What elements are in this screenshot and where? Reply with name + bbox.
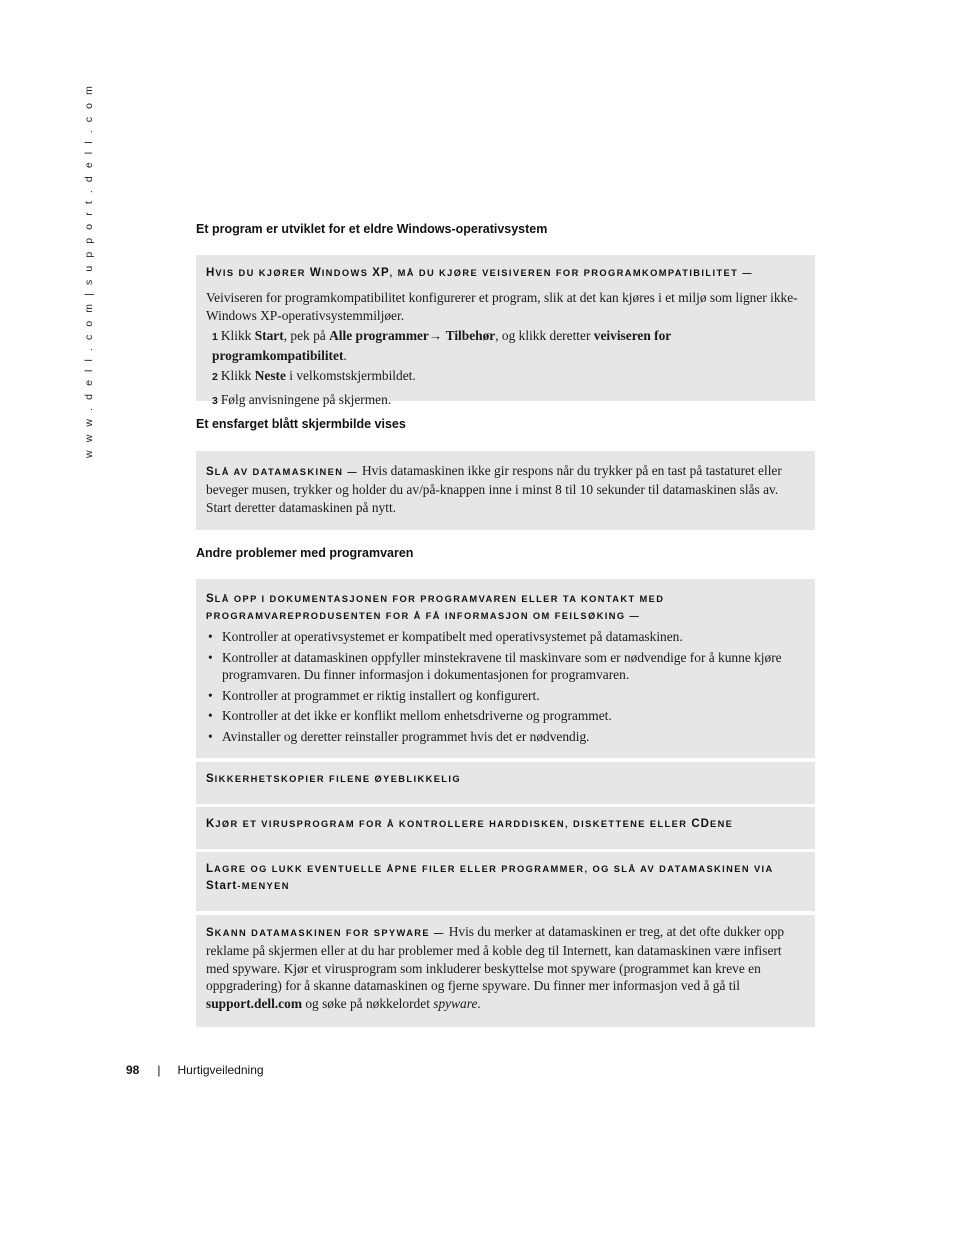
solution-box-title: KJØR ET VIRUSPROGRAM FOR Å KONTROLLERE HARDDISKEN, DISKETTENE ELLER CDENE xyxy=(206,818,734,830)
solution-box-virus-scan xyxy=(196,807,815,849)
support-link: support.dell.com xyxy=(206,995,302,1011)
list-item: • Kontroller at det ikke er konflikt mellom enhetsdriverne og programmet. xyxy=(208,708,612,723)
list-item: • Kontroller at programmet er riktig installert og konfigurert. xyxy=(208,687,540,703)
page-number: 98 xyxy=(126,1063,140,1077)
solution-box-turn-off xyxy=(196,451,815,530)
solution-box-title: HVIS DU KJØRER WINDOWS XP, MÅ DU KJØRE VEISIVEREN FOR PROGRAMKOMPATIBILITET — xyxy=(206,267,753,279)
solution-text: SKANN DATAMASKINEN FOR SPYWARE — Hvis du merker at datamaskinen er treg, at det ofte dukker opp reklame på skjermen eller at du har problemer med å koble deg til Internett, kan datamaskinen være infisert med spyware. Kjør et virusprogram som inkluderer beskyttelse mot spyware (programmet kan kreve en oppgradering) for å skanne datamaskinen og fjerne spyware. Du finner mer informasjon ved å gå til support.dell.com og søke på nøkkelordet spyware. xyxy=(206,924,785,1011)
step-item: 1 Klikk Start, pek på Alle programmer→ Tilbehør, og klikk deretter veiviseren for programkompatibilitet. xyxy=(212,328,672,363)
solution-text: SLÅ AV DATAMASKINEN — Hvis datamaskinen ikke gir respons når du trykker på en tast på tastaturet eller beveger musen, trykker og holder du av/på-knappen inne i minst 8 til 10 sekunder til datamaskinen slås av. Start deretter datamaskinen på nytt. xyxy=(206,463,782,515)
footer-separator: | xyxy=(157,1063,161,1077)
list-item: • Avinstaller og deretter reinstaller programmet hvis det er nødvendig. xyxy=(208,728,590,744)
section-heading-other-software: Andre problemer med programvaren xyxy=(196,546,414,560)
solution-box-spyware xyxy=(196,915,815,1027)
sidebar-url xyxy=(83,83,97,458)
list-item: • Kontroller at datamaskinen oppfyller minstekravene til maskinvare som er nødvendige for å kunne kjøre programvaren. Du finner informasjon i dokumentasjonen for programvaren. xyxy=(208,649,782,682)
page-footer xyxy=(126,1063,264,1077)
bullet-list xyxy=(206,628,805,745)
step-item: 3 Følg anvisningene på skjermen. xyxy=(212,391,392,407)
solution-box-documentation xyxy=(196,579,815,758)
solution-box-title: SIKKERHETSKOPIER FILENE ØYEBLIKKELIG xyxy=(206,773,461,785)
solution-intro-text: Veiviseren for programkompatibilitet konfigurerer et program, slik at det kan kjøres i et miljø som ligner ikke-Windows XP-operativsystemmiljøer. xyxy=(206,290,798,323)
sidebar-url-text: w w w . d e l l . c o m | s u p p o r t . d e l l . c o m xyxy=(83,83,95,458)
document-title: Hurtigveiledning xyxy=(177,1063,264,1077)
solution-box-backup xyxy=(196,762,815,804)
solution-box-title: SLÅ OPP I DOKUMENTASJONEN FOR PROGRAMVAREN ELLER TA KONTAKT MED PROGRAMVAREPRODUSENTEN FOR Å FÅ INFORMASJON OM FEILSØKING — xyxy=(206,593,665,621)
step-item: 2 Klikk Neste i velkomstskjermbildet. xyxy=(212,368,416,383)
section-heading-old-windows: Et program er utviklet for et eldre Windows-operativsystem xyxy=(196,222,548,236)
solution-box-title: LAGRE OG LUKK EVENTUELLE ÅPNE FILER ELLER PROGRAMMER, OG SLÅ AV DATAMASKINEN VIA Start-MENYEN xyxy=(206,863,774,892)
list-item: • Kontroller at operativsystemet er kompatibelt med operativsystemet på datamaskinen. xyxy=(208,629,683,644)
solution-box-compatibility-wizard xyxy=(196,255,815,407)
solution-box-save-close xyxy=(196,852,815,911)
section-heading-blue-screen: Et ensfarget blått skjermbilde vises xyxy=(196,417,406,431)
